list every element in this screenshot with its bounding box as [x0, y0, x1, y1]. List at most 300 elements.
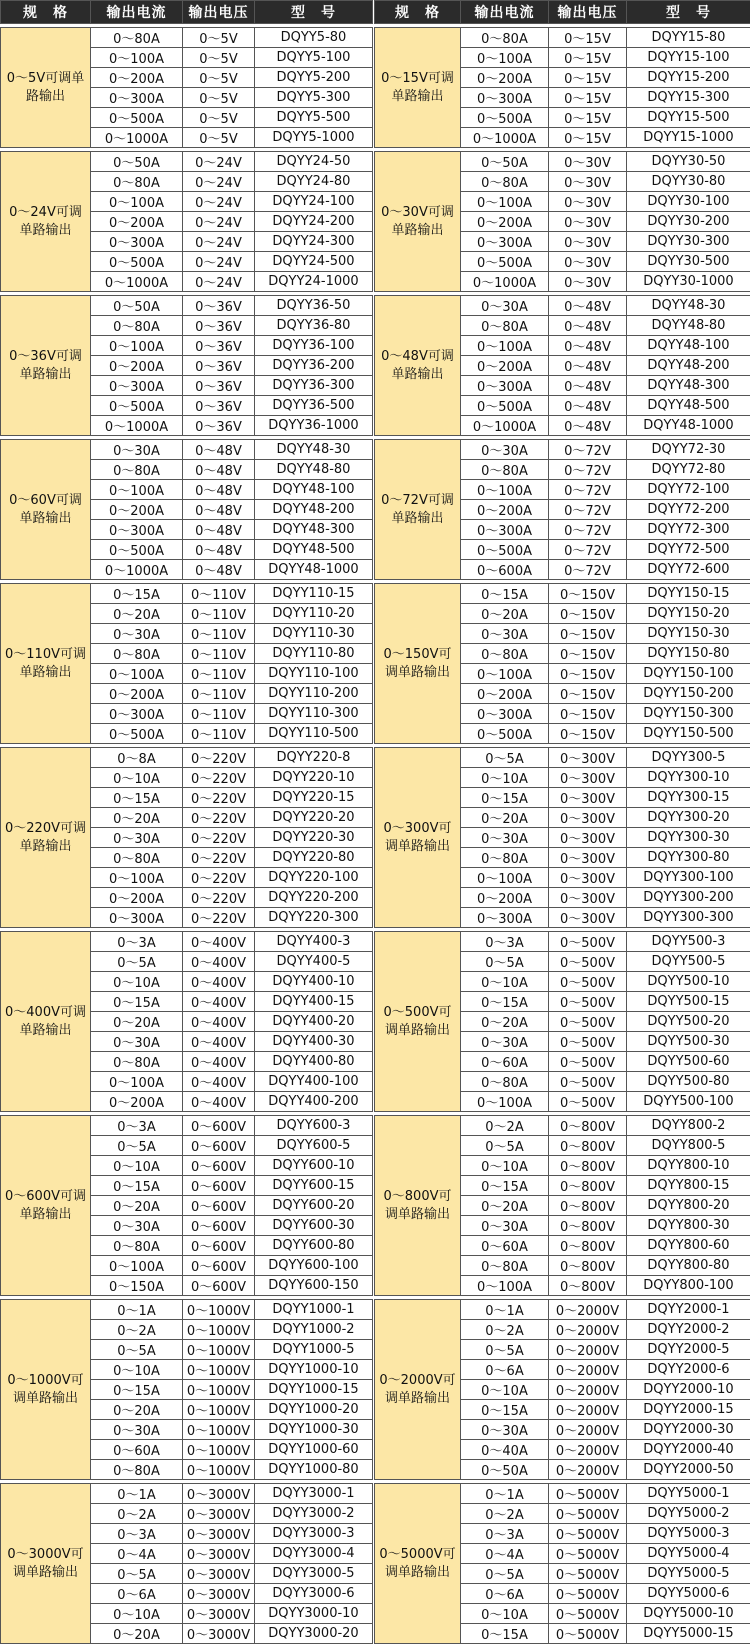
current-cell: 0～1A — [91, 1484, 183, 1504]
current-cell: 0～300A — [91, 232, 183, 252]
model-cell: DQYY2000-2 — [627, 1320, 750, 1340]
model-cell: DQYY220-300 — [255, 908, 373, 928]
voltage-cell: 0～300V — [549, 748, 627, 768]
current-cell: 0～8A — [91, 748, 183, 768]
current-cell: 0～100A — [461, 192, 549, 212]
voltage-cell: 0～400V — [183, 1012, 255, 1032]
spec-table-left — [0, 0, 372, 1528]
current-cell: 0～600A — [461, 560, 549, 580]
model-cell: DQYY2000-10 — [627, 1380, 750, 1400]
model-cell: DQYY400-15 — [255, 992, 373, 1012]
voltage-cell: 0～24V — [183, 192, 255, 212]
voltage-cell: 0～36V — [183, 396, 255, 416]
model-cell: DQYY3000-20 — [255, 1624, 373, 1644]
model-cell: DQYY110-30 — [255, 624, 373, 644]
voltage-cell: 0～150V — [549, 624, 627, 644]
model-cell: DQYY400-100 — [255, 1072, 373, 1092]
model-cell: DQYY1000-1 — [255, 1300, 373, 1320]
voltage-cell: 0～48V — [183, 500, 255, 520]
model-cell: DQYY30-100 — [627, 192, 750, 212]
current-cell: 0～80A — [91, 1236, 183, 1256]
model-cell: DQYY72-80 — [627, 460, 750, 480]
current-cell: 0～5A — [91, 1564, 183, 1584]
header-row — [375, 1, 750, 24]
model-cell: DQYY2000-15 — [627, 1400, 750, 1420]
model-cell: DQYY15-1000 — [627, 128, 750, 148]
model-cell: DQYY48-300 — [255, 520, 373, 540]
model-cell: DQYY15-300 — [627, 88, 750, 108]
current-cell: 0～150A — [91, 1276, 183, 1296]
current-cell: 0～300A — [461, 520, 549, 540]
voltage-cell: 0～600V — [183, 1176, 255, 1196]
current-cell: 0～15A — [91, 584, 183, 604]
model-cell: DQYY24-300 — [255, 232, 373, 252]
current-cell: 0～2A — [91, 1504, 183, 1524]
voltage-cell: 0～30V — [549, 252, 627, 272]
voltage-cell: 0～400V — [183, 952, 255, 972]
spec-table — [374, 0, 750, 1644]
current-cell: 0～300A — [461, 376, 549, 396]
voltage-cell: 0～2000V — [549, 1460, 627, 1480]
header-current: 输出电流 — [91, 1, 183, 24]
model-cell: DQYY600-10 — [255, 1156, 373, 1176]
voltage-cell: 0～220V — [183, 888, 255, 908]
current-cell: 0～1A — [461, 1484, 549, 1504]
current-cell: 0～100A — [91, 192, 183, 212]
model-cell: DQYY500-30 — [627, 1032, 750, 1052]
current-cell: 0～100A — [91, 664, 183, 684]
current-cell: 0～500A — [91, 108, 183, 128]
current-cell: 0～20A — [91, 604, 183, 624]
current-cell: 0～200A — [461, 888, 549, 908]
voltage-cell: 0～36V — [183, 296, 255, 316]
spec-table — [0, 0, 373, 1644]
voltage-cell: 0～2000V — [549, 1420, 627, 1440]
voltage-cell: 0～400V — [183, 992, 255, 1012]
current-cell: 0～30A — [461, 1032, 549, 1052]
voltage-cell: 0～2000V — [549, 1300, 627, 1320]
voltage-cell: 0～48V — [549, 336, 627, 356]
model-cell: DQYY5000-6 — [627, 1584, 750, 1604]
voltage-cell: 0～150V — [549, 604, 627, 624]
current-cell: 0～300A — [461, 908, 549, 928]
current-cell: 0～100A — [91, 868, 183, 888]
voltage-cell: 0～400V — [183, 972, 255, 992]
voltage-cell: 0～1000V — [183, 1300, 255, 1320]
current-cell: 0～300A — [91, 704, 183, 724]
header-spec: 规 格 — [1, 1, 91, 24]
model-cell: DQYY5-300 — [255, 88, 373, 108]
model-cell: DQYY500-15 — [627, 992, 750, 1012]
voltage-cell: 0～1000V — [183, 1440, 255, 1460]
voltage-cell: 0～36V — [183, 356, 255, 376]
current-cell: 0～80A — [91, 460, 183, 480]
voltage-cell: 0～400V — [183, 1072, 255, 1092]
current-cell: 0～10A — [91, 972, 183, 992]
voltage-cell: 0～220V — [183, 848, 255, 868]
voltage-cell: 0～600V — [183, 1196, 255, 1216]
voltage-cell: 0～24V — [183, 212, 255, 232]
voltage-cell: 0～15V — [549, 108, 627, 128]
current-cell: 0～20A — [91, 1012, 183, 1032]
current-cell: 0～60A — [461, 1052, 549, 1072]
voltage-cell: 0～2000V — [549, 1360, 627, 1380]
spec-group-label: 0～110V可调单路输出 — [1, 584, 91, 744]
model-cell: DQYY5-80 — [255, 28, 373, 48]
voltage-cell: 0～500V — [549, 1012, 627, 1032]
voltage-cell: 0～2000V — [549, 1440, 627, 1460]
voltage-cell: 0～800V — [549, 1196, 627, 1216]
model-cell: DQYY36-100 — [255, 336, 373, 356]
voltage-cell: 0～220V — [183, 788, 255, 808]
spec-group-label: 0～5000V可调单路输出 — [375, 1484, 461, 1644]
model-cell: DQYY300-80 — [627, 848, 750, 868]
current-cell: 0～200A — [461, 212, 549, 232]
current-cell: 0～15A — [91, 1176, 183, 1196]
model-cell: DQYY800-60 — [627, 1236, 750, 1256]
model-cell: DQYY300-5 — [627, 748, 750, 768]
model-cell: DQYY400-3 — [255, 932, 373, 952]
current-cell: 0～80A — [461, 848, 549, 868]
current-cell: 0～10A — [461, 972, 549, 992]
model-cell: DQYY400-5 — [255, 952, 373, 972]
model-cell: DQYY36-50 — [255, 296, 373, 316]
voltage-cell: 0～1000V — [183, 1360, 255, 1380]
spec-group-label: 0～150V可调单路输出 — [375, 584, 461, 744]
voltage-cell: 0～72V — [549, 500, 627, 520]
model-cell: DQYY48-80 — [627, 316, 750, 336]
voltage-cell: 0～220V — [183, 908, 255, 928]
current-cell: 0～80A — [461, 460, 549, 480]
model-cell: DQYY30-50 — [627, 152, 750, 172]
spec-group-label: 0～1000V可调单路输出 — [1, 1300, 91, 1480]
voltage-cell: 0～30V — [549, 212, 627, 232]
current-cell: 0～30A — [91, 1032, 183, 1052]
current-cell: 0～300A — [461, 88, 549, 108]
voltage-cell: 0～500V — [549, 1072, 627, 1092]
voltage-cell: 0～15V — [549, 68, 627, 88]
current-cell: 0～500A — [91, 724, 183, 744]
voltage-cell: 0～36V — [183, 336, 255, 356]
voltage-cell: 0～1000V — [183, 1340, 255, 1360]
voltage-cell: 0～400V — [183, 1032, 255, 1052]
model-cell: DQYY150-200 — [627, 684, 750, 704]
spec-group-label: 0～3000V可调单路输出 — [1, 1484, 91, 1644]
voltage-cell: 0～24V — [183, 272, 255, 292]
voltage-cell: 0～800V — [549, 1276, 627, 1296]
voltage-cell: 0～2000V — [549, 1320, 627, 1340]
current-cell: 0～30A — [91, 828, 183, 848]
voltage-cell: 0～1000V — [183, 1420, 255, 1440]
model-cell: DQYY24-1000 — [255, 272, 373, 292]
model-cell: DQYY1000-10 — [255, 1360, 373, 1380]
model-cell: DQYY72-500 — [627, 540, 750, 560]
current-cell: 0～100A — [461, 480, 549, 500]
current-cell: 0～10A — [91, 768, 183, 788]
model-cell: DQYY2000-5 — [627, 1340, 750, 1360]
model-cell: DQYY400-200 — [255, 1092, 373, 1112]
model-cell: DQYY150-20 — [627, 604, 750, 624]
voltage-cell: 0～48V — [183, 440, 255, 460]
current-cell: 0～200A — [91, 1092, 183, 1112]
current-cell: 0～20A — [461, 1196, 549, 1216]
current-cell: 0～15A — [461, 1400, 549, 1420]
voltage-cell: 0～500V — [549, 1032, 627, 1052]
model-cell: DQYY1000-60 — [255, 1440, 373, 1460]
model-cell: DQYY24-50 — [255, 152, 373, 172]
current-cell: 0～15A — [91, 788, 183, 808]
model-cell: DQYY72-300 — [627, 520, 750, 540]
spec-group-label: 0～15V可调单路输出 — [375, 28, 461, 148]
current-cell: 0～80A — [461, 1256, 549, 1276]
model-cell: DQYY5000-4 — [627, 1544, 750, 1564]
model-cell: DQYY110-15 — [255, 584, 373, 604]
current-cell: 0～30A — [461, 624, 549, 644]
current-cell: 0～500A — [91, 540, 183, 560]
voltage-cell: 0～5000V — [549, 1504, 627, 1524]
voltage-cell: 0～110V — [183, 584, 255, 604]
spec-group-label: 0～5V可调单路输出 — [1, 28, 91, 148]
voltage-cell: 0～300V — [549, 808, 627, 828]
current-cell: 0～500A — [461, 396, 549, 416]
current-cell: 0～30A — [91, 1420, 183, 1440]
model-cell: DQYY1000-30 — [255, 1420, 373, 1440]
model-cell: DQYY500-10 — [627, 972, 750, 992]
voltage-cell: 0～220V — [183, 768, 255, 788]
model-cell: DQYY24-100 — [255, 192, 373, 212]
header-current: 输出电流 — [461, 1, 549, 24]
model-cell: DQYY48-100 — [627, 336, 750, 356]
header-model: 型 号 — [627, 1, 750, 24]
voltage-cell: 0～800V — [549, 1216, 627, 1236]
model-cell: DQYY1000-20 — [255, 1400, 373, 1420]
voltage-cell: 0～15V — [549, 128, 627, 148]
voltage-cell: 0～48V — [549, 416, 627, 436]
model-cell: DQYY150-30 — [627, 624, 750, 644]
current-cell: 0～200A — [91, 500, 183, 520]
current-cell: 0～500A — [91, 252, 183, 272]
model-cell: DQYY220-8 — [255, 748, 373, 768]
current-cell: 0～200A — [91, 888, 183, 908]
header-spec: 规 格 — [375, 1, 461, 24]
current-cell: 0～30A — [461, 296, 549, 316]
model-cell: DQYY48-80 — [255, 460, 373, 480]
table-row — [375, 1484, 750, 1504]
current-cell: 0～50A — [461, 152, 549, 172]
model-cell: DQYY15-80 — [627, 28, 750, 48]
current-cell: 0～2A — [91, 1320, 183, 1340]
model-cell: DQYY220-80 — [255, 848, 373, 868]
voltage-cell: 0～5000V — [549, 1524, 627, 1544]
current-cell: 0～40A — [461, 1440, 549, 1460]
current-cell: 0～20A — [461, 1012, 549, 1032]
voltage-cell: 0～500V — [549, 1092, 627, 1112]
model-cell: DQYY600-5 — [255, 1136, 373, 1156]
voltage-cell: 0～300V — [549, 868, 627, 888]
model-cell: DQYY72-100 — [627, 480, 750, 500]
current-cell: 0～30A — [461, 440, 549, 460]
voltage-cell: 0～48V — [183, 480, 255, 500]
table-row — [1, 584, 373, 604]
voltage-cell: 0～300V — [549, 768, 627, 788]
current-cell: 0～10A — [461, 1604, 549, 1624]
voltage-cell: 0～800V — [549, 1176, 627, 1196]
current-cell: 0～6A — [91, 1584, 183, 1604]
current-cell: 0～500A — [91, 396, 183, 416]
model-cell: DQYY500-20 — [627, 1012, 750, 1032]
current-cell: 0～500A — [461, 252, 549, 272]
current-cell: 0～100A — [461, 48, 549, 68]
model-cell: DQYY5-1000 — [255, 128, 373, 148]
current-cell: 0～100A — [461, 1092, 549, 1112]
model-cell: DQYY300-100 — [627, 868, 750, 888]
voltage-cell: 0～600V — [183, 1116, 255, 1136]
current-cell: 0～200A — [461, 356, 549, 376]
current-cell: 0～3A — [461, 1524, 549, 1544]
spec-group-label: 0～2000V可调单路输出 — [375, 1300, 461, 1480]
current-cell: 0～60A — [91, 1440, 183, 1460]
voltage-cell: 0～5V — [183, 88, 255, 108]
voltage-cell: 0～15V — [549, 48, 627, 68]
table-row — [375, 152, 750, 172]
current-cell: 0～5A — [461, 952, 549, 972]
model-cell: DQYY5000-3 — [627, 1524, 750, 1544]
spec-group-label: 0～24V可调单路输出 — [1, 152, 91, 292]
current-cell: 0～60A — [461, 1236, 549, 1256]
voltage-cell: 0～800V — [549, 1236, 627, 1256]
voltage-cell: 0～3000V — [183, 1504, 255, 1524]
voltage-cell: 0～1000V — [183, 1380, 255, 1400]
current-cell: 0～20A — [91, 1624, 183, 1644]
current-cell: 0～4A — [91, 1544, 183, 1564]
model-cell: DQYY110-200 — [255, 684, 373, 704]
model-cell: DQYY800-30 — [627, 1216, 750, 1236]
voltage-cell: 0～24V — [183, 232, 255, 252]
current-cell: 0～15A — [91, 992, 183, 1012]
table-row — [1, 1116, 373, 1136]
current-cell: 0～20A — [91, 1400, 183, 1420]
model-cell: DQYY48-500 — [255, 540, 373, 560]
model-cell: DQYY800-20 — [627, 1196, 750, 1216]
model-cell: DQYY48-500 — [627, 396, 750, 416]
voltage-cell: 0～5000V — [549, 1584, 627, 1604]
table-row — [375, 296, 750, 316]
spec-group-label: 0～30V可调单路输出 — [375, 152, 461, 292]
current-cell: 0～50A — [91, 296, 183, 316]
table-row — [375, 28, 750, 48]
current-cell: 0～15A — [461, 1624, 549, 1644]
voltage-cell: 0～72V — [549, 440, 627, 460]
current-cell: 0～200A — [91, 684, 183, 704]
model-cell: DQYY30-300 — [627, 232, 750, 252]
voltage-cell: 0～72V — [549, 560, 627, 580]
voltage-cell: 0～48V — [183, 520, 255, 540]
current-cell: 0～10A — [91, 1360, 183, 1380]
voltage-cell: 0～600V — [183, 1136, 255, 1156]
current-cell: 0～10A — [461, 1156, 549, 1176]
current-cell: 0～100A — [461, 664, 549, 684]
voltage-cell: 0～2000V — [549, 1340, 627, 1360]
voltage-cell: 0～2000V — [549, 1380, 627, 1400]
model-cell: DQYY500-80 — [627, 1072, 750, 1092]
model-cell: DQYY800-100 — [627, 1276, 750, 1296]
spec-group-label: 0～800V可调单路输出 — [375, 1116, 461, 1296]
model-cell: DQYY110-100 — [255, 664, 373, 684]
spec-group-label: 0～600V可调单路输出 — [1, 1116, 91, 1296]
current-cell: 0～80A — [91, 848, 183, 868]
voltage-cell: 0～48V — [549, 316, 627, 336]
current-cell: 0～80A — [461, 316, 549, 336]
current-cell: 0～20A — [91, 1196, 183, 1216]
table-row — [375, 1116, 750, 1136]
voltage-cell: 0～500V — [549, 992, 627, 1012]
current-cell: 0～100A — [91, 1256, 183, 1276]
current-cell: 0～100A — [91, 1072, 183, 1092]
voltage-cell: 0～150V — [549, 704, 627, 724]
model-cell: DQYY5-100 — [255, 48, 373, 68]
voltage-cell: 0～72V — [549, 460, 627, 480]
model-cell: DQYY3000-6 — [255, 1584, 373, 1604]
spec-group-label: 0～400V可调单路输出 — [1, 932, 91, 1112]
current-cell: 0～100A — [461, 868, 549, 888]
voltage-cell: 0～110V — [183, 704, 255, 724]
voltage-cell: 0～400V — [183, 1052, 255, 1072]
model-cell: DQYY800-10 — [627, 1156, 750, 1176]
model-cell: DQYY300-200 — [627, 888, 750, 908]
model-cell: DQYY600-150 — [255, 1276, 373, 1296]
voltage-cell: 0～500V — [549, 952, 627, 972]
current-cell: 0～10A — [91, 1156, 183, 1176]
model-cell: DQYY800-5 — [627, 1136, 750, 1156]
voltage-cell: 0～48V — [183, 460, 255, 480]
spec-group-label: 0～72V可调单路输出 — [375, 440, 461, 580]
voltage-cell: 0～220V — [183, 748, 255, 768]
voltage-cell: 0～30V — [549, 192, 627, 212]
header-row — [1, 1, 373, 24]
model-cell: DQYY500-60 — [627, 1052, 750, 1072]
model-cell: DQYY48-30 — [627, 296, 750, 316]
voltage-cell: 0～72V — [549, 540, 627, 560]
current-cell: 0～500A — [461, 108, 549, 128]
model-cell: DQYY5000-15 — [627, 1624, 750, 1644]
voltage-cell: 0～110V — [183, 724, 255, 744]
current-cell: 0～6A — [461, 1584, 549, 1604]
voltage-cell: 0～5000V — [549, 1564, 627, 1584]
model-cell: DQYY36-200 — [255, 356, 373, 376]
voltage-cell: 0～110V — [183, 644, 255, 664]
model-cell: DQYY30-80 — [627, 172, 750, 192]
voltage-cell: 0～220V — [183, 808, 255, 828]
table-row — [1, 748, 373, 768]
spec-group-label: 0～48V可调单路输出 — [375, 296, 461, 436]
voltage-cell: 0～24V — [183, 152, 255, 172]
voltage-cell: 0～300V — [549, 908, 627, 928]
model-cell: DQYY5000-5 — [627, 1564, 750, 1584]
model-cell: DQYY48-100 — [255, 480, 373, 500]
voltage-cell: 0～3000V — [183, 1484, 255, 1504]
voltage-cell: 0～30V — [549, 172, 627, 192]
current-cell: 0～30A — [461, 1216, 549, 1236]
current-cell: 0～1000A — [91, 416, 183, 436]
voltage-cell: 0～48V — [549, 376, 627, 396]
voltage-cell: 0～5000V — [549, 1544, 627, 1564]
model-cell: DQYY72-30 — [627, 440, 750, 460]
voltage-cell: 0～600V — [183, 1156, 255, 1176]
model-cell: DQYY110-20 — [255, 604, 373, 624]
current-cell: 0～100A — [461, 336, 549, 356]
model-cell: DQYY300-10 — [627, 768, 750, 788]
current-cell: 0～4A — [461, 1544, 549, 1564]
